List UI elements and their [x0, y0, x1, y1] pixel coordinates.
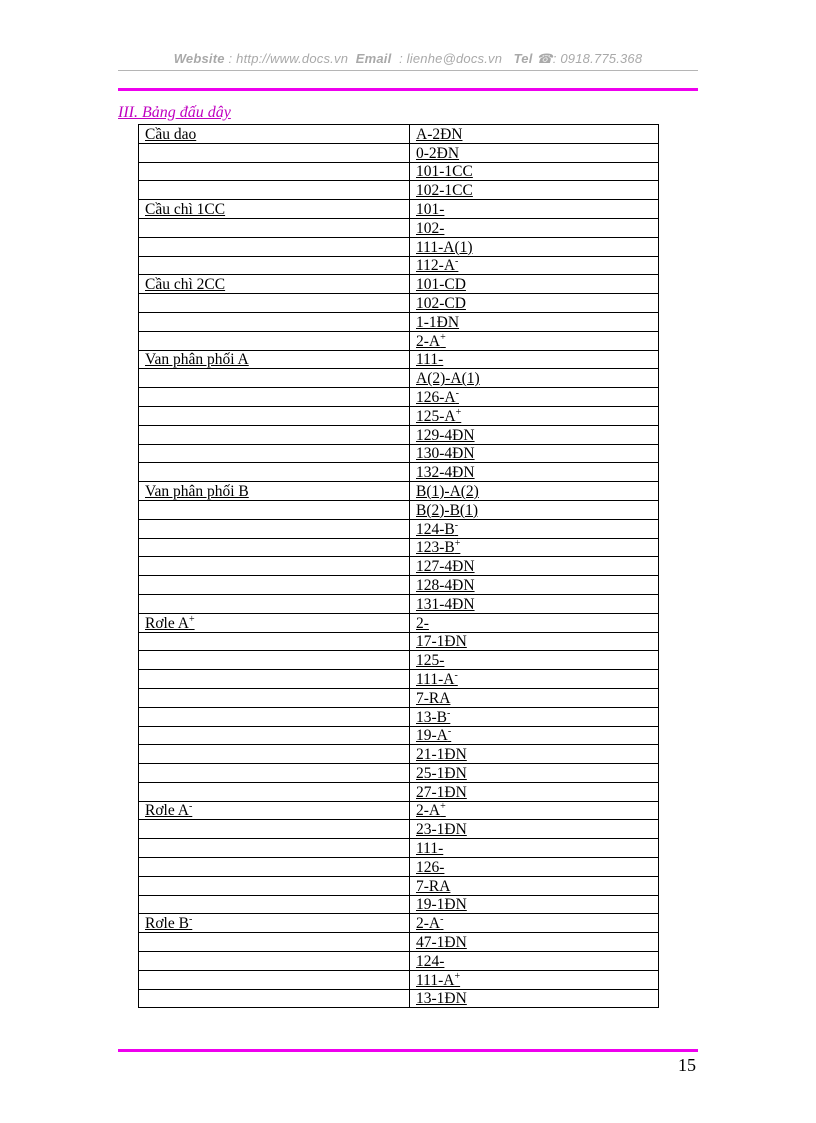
header-divider: [118, 70, 698, 71]
terminal-polarity: -: [455, 256, 459, 268]
table-row: [139, 594, 659, 613]
device-cell: [139, 125, 410, 144]
terminal-polarity: -: [454, 519, 459, 531]
table-row: [139, 218, 659, 237]
terminal-label: 126-: [416, 858, 445, 876]
terminal-cell: [410, 914, 659, 933]
terminal-polarity: -: [454, 669, 458, 681]
device-label: Cầu chì 2CC: [145, 276, 226, 294]
table-row: [139, 444, 659, 463]
terminal-label: 7-RA: [416, 689, 451, 707]
wiring-table: [138, 124, 659, 1008]
terminal-cell: [410, 181, 659, 200]
device-cell: [139, 670, 410, 689]
terminal-label: 111-: [416, 840, 444, 858]
terminal-label: 124-B: [416, 520, 455, 538]
terminal-label: 125-A: [416, 407, 456, 425]
terminal-cell: [410, 688, 659, 707]
top-accent-rule: [118, 88, 698, 91]
terminal-label: 127-4ĐN: [416, 558, 475, 576]
terminal-label: B(2)-B(1): [416, 501, 478, 519]
table-row: [139, 143, 659, 162]
website-value[interactable]: : http://www.docs.vn: [228, 51, 349, 66]
device-cell: [139, 388, 410, 407]
terminal-label: 17-1ĐN: [416, 633, 467, 651]
table-row: [139, 651, 659, 670]
terminal-cell: [410, 218, 659, 237]
device-cell: [139, 707, 410, 726]
wiring-table-body: [139, 125, 659, 1008]
terminal-polarity: -: [455, 387, 459, 399]
device-cell: [139, 688, 410, 707]
device-label: Rơle B: [145, 915, 189, 933]
terminal-label: 111-A: [416, 971, 455, 989]
table-row: [139, 331, 659, 350]
terminal-label: 19-A: [416, 727, 448, 745]
terminal-cell: [410, 801, 659, 820]
terminal-cell: [410, 782, 659, 801]
device-label: Van phân phối A: [145, 351, 249, 369]
device-cell: [139, 181, 410, 200]
table-row: [139, 820, 659, 839]
device-cell: [139, 858, 410, 877]
terminal-cell: [410, 519, 659, 538]
device-cell: [139, 275, 410, 294]
terminal-cell: [410, 839, 659, 858]
table-row: [139, 764, 659, 783]
terminal-label: 102-1CC: [416, 182, 473, 200]
terminal-label: 125-: [416, 652, 445, 670]
device-cell: [139, 839, 410, 858]
device-cell: [139, 576, 410, 595]
email-value[interactable]: : lienhe@docs.vn: [399, 51, 503, 66]
device-cell: [139, 989, 410, 1008]
table-row: [139, 200, 659, 219]
table-row: [139, 858, 659, 877]
device-cell: [139, 294, 410, 313]
terminal-label: 25-1ĐN: [416, 764, 467, 782]
terminal-label: 27-1ĐN: [416, 783, 467, 801]
table-row: [139, 688, 659, 707]
terminal-polarity: +: [455, 406, 462, 418]
device-cell: [139, 820, 410, 839]
terminal-label: 124-: [416, 952, 445, 970]
table-row: [139, 726, 659, 745]
table-row: [139, 463, 659, 482]
table-row: [139, 557, 659, 576]
terminal-label: 101-CD: [416, 276, 466, 294]
table-row: [139, 312, 659, 331]
terminal-label: 111-A: [416, 670, 455, 688]
terminal-cell: [410, 538, 659, 557]
table-row: [139, 388, 659, 407]
device-polarity: +: [188, 613, 195, 625]
terminal-polarity: +: [440, 801, 446, 813]
section-title: III. Bảng đấu dây: [118, 104, 231, 121]
terminal-cell: [410, 989, 659, 1008]
terminal-cell: [410, 500, 659, 519]
terminal-polarity: -: [447, 707, 451, 719]
table-row: [139, 162, 659, 181]
terminal-label: 102-: [416, 219, 445, 237]
phone-icon: ☎: [536, 51, 553, 66]
terminal-cell: [410, 162, 659, 181]
terminal-label: 7-RA: [416, 877, 451, 895]
terminal-cell: [410, 651, 659, 670]
table-row: [139, 895, 659, 914]
terminal-cell: [410, 125, 659, 144]
terminal-polarity: +: [454, 538, 461, 550]
terminal-label: 102-CD: [416, 294, 466, 312]
device-label: Rơle A: [145, 802, 189, 820]
terminal-label: 47-1ĐN: [416, 934, 467, 952]
table-row: [139, 989, 659, 1008]
table-row: [139, 839, 659, 858]
table-row: [139, 519, 659, 538]
device-cell: [139, 557, 410, 576]
terminal-cell: [410, 876, 659, 895]
table-row: [139, 350, 659, 369]
terminal-label: 2-: [416, 614, 429, 632]
page-header: [0, 51, 816, 67]
terminal-label: 123-B: [416, 539, 455, 557]
device-label: Cầu chì 1CC: [145, 200, 226, 218]
terminal-cell: [410, 820, 659, 839]
table-row: [139, 745, 659, 764]
terminal-polarity: +: [454, 970, 461, 982]
terminal-cell: [410, 237, 659, 256]
terminal-cell: [410, 632, 659, 651]
device-cell: [139, 200, 410, 219]
terminal-cell: [410, 952, 659, 971]
device-label: Cầu dao: [145, 125, 197, 143]
table-row: [139, 952, 659, 971]
device-cell: [139, 914, 410, 933]
terminal-label: 13-B: [416, 708, 447, 726]
terminal-label: 21-1ĐN: [416, 746, 467, 764]
device-cell: [139, 613, 410, 632]
tel-label: Tel: [513, 51, 533, 66]
email-label: Email: [355, 51, 392, 66]
device-cell: [139, 632, 410, 651]
device-cell: [139, 331, 410, 350]
terminal-cell: [410, 670, 659, 689]
table-row: [139, 181, 659, 200]
terminal-label: 101-1CC: [416, 163, 473, 181]
terminal-cell: [410, 463, 659, 482]
device-cell: [139, 651, 410, 670]
terminal-cell: [410, 256, 659, 275]
terminal-cell: [410, 576, 659, 595]
terminal-cell: [410, 444, 659, 463]
terminal-label: 129-4ĐN: [416, 426, 475, 444]
device-cell: [139, 482, 410, 501]
terminal-label: 111-A(1): [416, 238, 473, 256]
terminal-label: 128-4ĐN: [416, 576, 475, 594]
website-label: Website: [173, 51, 225, 66]
terminal-label: 130-4ĐN: [416, 445, 475, 463]
device-cell: [139, 218, 410, 237]
table-row: [139, 670, 659, 689]
terminal-label: 1-1ĐN: [416, 313, 460, 331]
terminal-cell: [410, 350, 659, 369]
table-row: [139, 876, 659, 895]
terminal-label: 19-1ĐN: [416, 896, 467, 914]
device-cell: [139, 745, 410, 764]
terminal-label: 131-4ĐN: [416, 595, 475, 613]
terminal-cell: [410, 858, 659, 877]
table-row: [139, 801, 659, 820]
terminal-label: 112-A: [416, 257, 456, 275]
device-cell: [139, 538, 410, 557]
terminal-cell: [410, 745, 659, 764]
device-polarity: -: [188, 914, 193, 926]
bottom-accent-rule: [118, 1049, 698, 1052]
table-row: [139, 256, 659, 275]
device-cell: [139, 369, 410, 388]
table-row: [139, 275, 659, 294]
terminal-polarity: -: [447, 726, 452, 738]
device-cell: [139, 726, 410, 745]
device-cell: [139, 933, 410, 952]
table-row: [139, 425, 659, 444]
device-cell: [139, 895, 410, 914]
device-cell: [139, 256, 410, 275]
tel-value: : 0918.775.368: [552, 51, 643, 66]
device-polarity: -: [188, 801, 193, 813]
terminal-cell: [410, 388, 659, 407]
device-cell: [139, 444, 410, 463]
terminal-cell: [410, 312, 659, 331]
terminal-label: A-2ĐN: [416, 125, 463, 143]
device-cell: [139, 500, 410, 519]
terminal-label: 2-A: [416, 915, 441, 933]
device-cell: [139, 425, 410, 444]
table-row: [139, 500, 659, 519]
terminal-cell: [410, 482, 659, 501]
table-row: [139, 914, 659, 933]
terminal-cell: [410, 594, 659, 613]
table-row: [139, 707, 659, 726]
terminal-cell: [410, 425, 659, 444]
device-cell: [139, 350, 410, 369]
table-row: [139, 369, 659, 388]
terminal-label: 13-1ĐN: [416, 990, 467, 1008]
device-cell: [139, 519, 410, 538]
device-cell: [139, 312, 410, 331]
terminal-label: 23-1ĐN: [416, 821, 467, 839]
terminal-cell: [410, 764, 659, 783]
device-cell: [139, 594, 410, 613]
terminal-label: 0-2ĐN: [416, 144, 460, 162]
terminal-cell: [410, 275, 659, 294]
terminal-label: 132-4ĐN: [416, 464, 475, 482]
terminal-cell: [410, 294, 659, 313]
table-row: [139, 294, 659, 313]
device-cell: [139, 782, 410, 801]
terminal-label: A(2)-A(1): [416, 370, 480, 388]
device-cell: [139, 406, 410, 425]
device-cell: [139, 801, 410, 820]
terminal-cell: [410, 613, 659, 632]
table-row: [139, 613, 659, 632]
terminal-label: 126-A: [416, 388, 456, 406]
table-row: [139, 237, 659, 256]
device-cell: [139, 970, 410, 989]
table-row: [139, 406, 659, 425]
terminal-cell: [410, 200, 659, 219]
device-cell: [139, 237, 410, 256]
terminal-label: 111-: [416, 351, 444, 369]
terminal-cell: [410, 331, 659, 350]
terminal-cell: [410, 707, 659, 726]
terminal-cell: [410, 557, 659, 576]
device-cell: [139, 143, 410, 162]
table-row: [139, 632, 659, 651]
device-cell: [139, 463, 410, 482]
table-row: [139, 576, 659, 595]
terminal-label: 2-A: [416, 802, 441, 820]
terminal-cell: [410, 726, 659, 745]
table-row: [139, 482, 659, 501]
terminal-label: B(1)-A(2): [416, 482, 479, 500]
device-cell: [139, 952, 410, 971]
terminal-label: 2-A: [416, 332, 441, 350]
page-number: 15: [678, 1055, 696, 1075]
table-row: [139, 970, 659, 989]
terminal-label: 101-: [416, 200, 445, 218]
terminal-cell: [410, 970, 659, 989]
table-row: [139, 538, 659, 557]
table-row: [139, 933, 659, 952]
terminal-polarity: +: [440, 331, 446, 343]
table-row: [139, 782, 659, 801]
device-label: Van phân phối B: [145, 482, 249, 500]
device-label: Rơle A: [145, 614, 189, 632]
terminal-cell: [410, 933, 659, 952]
terminal-cell: [410, 895, 659, 914]
terminal-cell: [410, 369, 659, 388]
table-row: [139, 125, 659, 144]
terminal-cell: [410, 406, 659, 425]
terminal-cell: [410, 143, 659, 162]
device-cell: [139, 876, 410, 895]
device-cell: [139, 162, 410, 181]
terminal-polarity: -: [440, 914, 444, 926]
device-cell: [139, 764, 410, 783]
